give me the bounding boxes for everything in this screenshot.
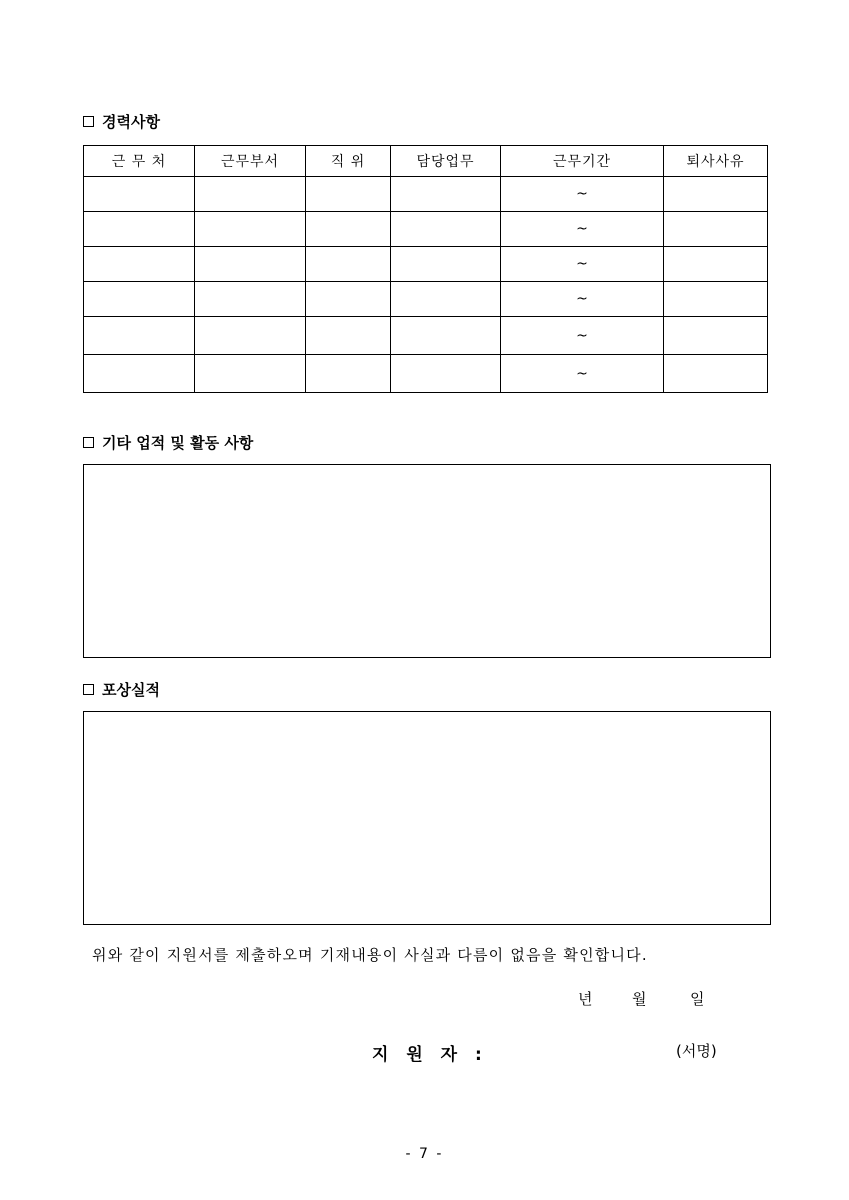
duties-cell[interactable] (391, 355, 501, 393)
duties-cell[interactable] (391, 247, 501, 282)
period-cell[interactable]: ~ (501, 282, 664, 317)
position-cell[interactable] (306, 212, 391, 247)
awards-section-title (83, 679, 160, 700)
header-position: 직 위 (306, 146, 391, 177)
table-row (84, 282, 768, 317)
duties-cell[interactable] (391, 282, 501, 317)
table-row (84, 212, 768, 247)
header-duties: 담당업무 (391, 146, 501, 177)
table-row (84, 177, 768, 212)
workplace-cell[interactable] (84, 177, 195, 212)
period-cell[interactable]: ~ (501, 317, 664, 355)
header-period: 근무기간 (501, 146, 664, 177)
department-cell[interactable] (195, 355, 306, 393)
page-number: - 7 - (405, 1146, 444, 1162)
career-title-text: 경력사항 (102, 113, 160, 131)
position-cell[interactable] (306, 317, 391, 355)
awards-title-text: 포상실적 (102, 681, 160, 699)
date-year-label: 년 (578, 990, 593, 1008)
career-table (83, 145, 768, 393)
department-cell[interactable] (195, 177, 306, 212)
awards-box[interactable] (83, 711, 771, 925)
workplace-cell[interactable] (84, 282, 195, 317)
header-department: 근무부서 (195, 146, 306, 177)
header-reason: 퇴사사유 (664, 146, 768, 177)
duties-cell[interactable] (391, 177, 501, 212)
reason-cell[interactable] (664, 177, 768, 212)
reason-cell[interactable] (664, 282, 768, 317)
workplace-cell[interactable] (84, 212, 195, 247)
reason-cell[interactable] (664, 355, 768, 393)
workplace-cell[interactable] (84, 247, 195, 282)
date-month-label: 월 (632, 990, 647, 1008)
table-row (84, 355, 768, 393)
department-cell[interactable] (195, 247, 306, 282)
confirmation-statement: 위와 같이 지원서를 제출하오며 기재내용이 사실과 다름이 없음을 확인합니다. (92, 946, 648, 964)
period-cell[interactable]: ~ (501, 212, 664, 247)
department-cell[interactable] (195, 282, 306, 317)
duties-cell[interactable] (391, 317, 501, 355)
activities-title-text: 기타 업적 및 활동 사항 (102, 434, 254, 452)
workplace-cell[interactable] (84, 355, 195, 393)
activities-section-title (83, 432, 253, 453)
position-cell[interactable] (306, 282, 391, 317)
workplace-cell[interactable] (84, 317, 195, 355)
signature-label: (서명) (676, 1042, 717, 1060)
header-workplace: 근 무 처 (84, 146, 195, 177)
table-row (84, 247, 768, 282)
applicant-label: 지 원 자 : (372, 1045, 488, 1065)
position-cell[interactable] (306, 355, 391, 393)
duties-cell[interactable] (391, 212, 501, 247)
table-header-row (84, 146, 768, 177)
department-cell[interactable] (195, 212, 306, 247)
department-cell[interactable] (195, 317, 306, 355)
position-cell[interactable] (306, 247, 391, 282)
checkbox-icon (83, 116, 94, 127)
date-day-label: 일 (690, 990, 705, 1008)
reason-cell[interactable] (664, 212, 768, 247)
checkbox-icon (83, 684, 94, 695)
period-cell[interactable]: ~ (501, 247, 664, 282)
period-cell[interactable]: ~ (501, 355, 664, 393)
position-cell[interactable] (306, 177, 391, 212)
career-section-title (83, 111, 160, 132)
period-cell[interactable]: ~ (501, 177, 664, 212)
reason-cell[interactable] (664, 317, 768, 355)
reason-cell[interactable] (664, 247, 768, 282)
activities-box[interactable] (83, 464, 771, 658)
table-row (84, 317, 768, 355)
checkbox-icon (83, 437, 94, 448)
